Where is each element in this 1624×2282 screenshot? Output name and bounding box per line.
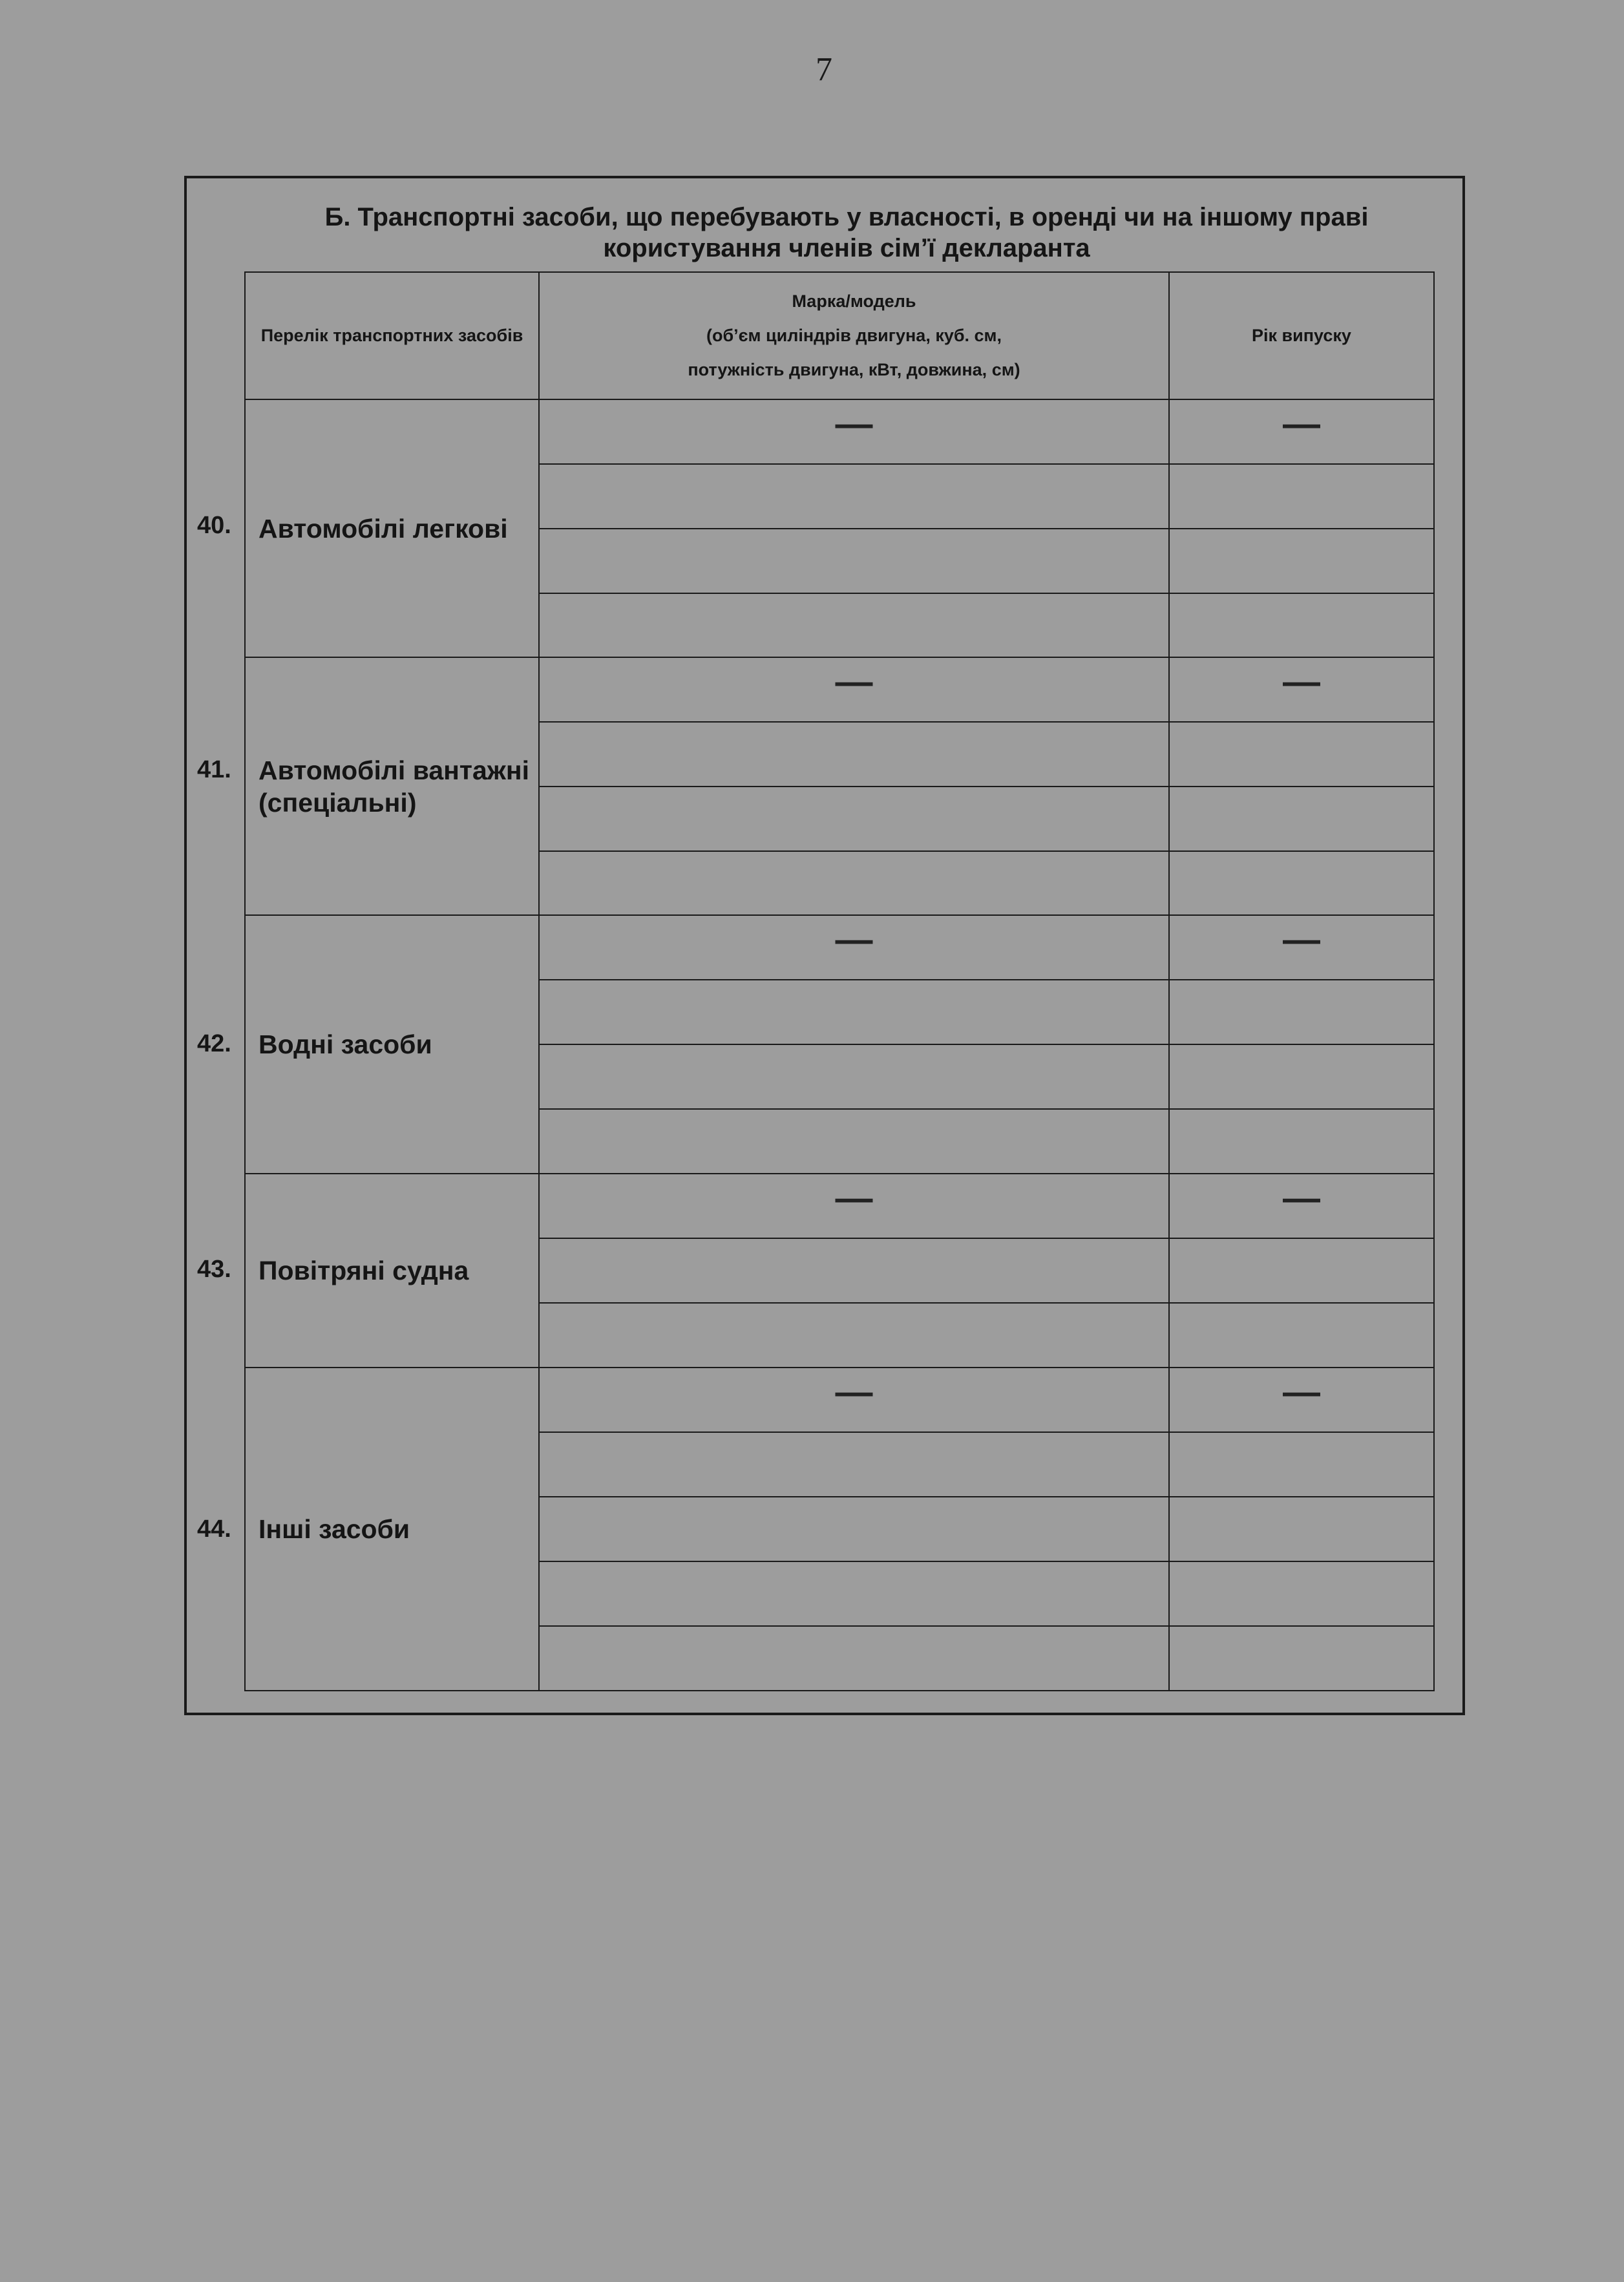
year-cell bbox=[1169, 1174, 1434, 1238]
year-dash: — bbox=[1283, 918, 1320, 961]
table-row bbox=[245, 915, 1434, 980]
table-row bbox=[245, 1368, 1434, 1432]
brand-cell bbox=[539, 1303, 1169, 1368]
year-cell bbox=[1169, 980, 1434, 1044]
category-other-vehicles: Інші засоби bbox=[245, 1368, 539, 1691]
header-brand-model bbox=[539, 272, 1169, 399]
category-trucks-line-2: (спеціальні) bbox=[258, 787, 417, 818]
year-cell bbox=[1169, 1432, 1434, 1497]
brand-dash: — bbox=[835, 660, 873, 703]
brand-cell bbox=[539, 593, 1169, 657]
year-cell bbox=[1169, 1238, 1434, 1303]
table-row bbox=[245, 1174, 1434, 1238]
category-aircraft: Повітряні судна bbox=[245, 1174, 539, 1368]
brand-cell bbox=[539, 399, 1169, 464]
brand-cell bbox=[539, 1174, 1169, 1238]
section-title-line-1: Б. Транспортні засоби, що перебувають у власності, в оренді чи на іншому праві bbox=[324, 203, 1369, 231]
vehicles-table bbox=[244, 271, 1435, 1691]
year-cell bbox=[1169, 399, 1434, 464]
brand-cell bbox=[539, 1561, 1169, 1626]
year-dash: — bbox=[1283, 1177, 1320, 1220]
year-cell bbox=[1169, 787, 1434, 851]
brand-cell bbox=[539, 787, 1169, 851]
category-passenger-cars: Автомобілі легкові bbox=[245, 399, 539, 657]
year-dash: — bbox=[1283, 1371, 1320, 1413]
brand-cell bbox=[539, 722, 1169, 787]
table-row bbox=[245, 657, 1434, 722]
year-cell bbox=[1169, 1561, 1434, 1626]
header-vehicle-list: Перелік транспортних засобів bbox=[245, 272, 539, 399]
brand-cell bbox=[539, 851, 1169, 915]
row-number-40: 40. bbox=[197, 512, 231, 539]
category-trucks-line-1: Автомобілі вантажні bbox=[258, 755, 530, 785]
year-cell bbox=[1169, 1497, 1434, 1561]
brand-cell bbox=[539, 1109, 1169, 1174]
year-cell bbox=[1169, 657, 1434, 722]
brand-cell bbox=[539, 1432, 1169, 1497]
table-row bbox=[245, 399, 1434, 464]
year-cell bbox=[1169, 464, 1434, 529]
year-cell bbox=[1169, 593, 1434, 657]
brand-dash: — bbox=[835, 918, 873, 961]
brand-cell bbox=[539, 1368, 1169, 1432]
row-number-41: 41. bbox=[197, 756, 231, 783]
brand-cell bbox=[539, 1497, 1169, 1561]
header-brand-line-1: Марка/модель bbox=[792, 291, 916, 311]
brand-cell bbox=[539, 915, 1169, 980]
year-cell bbox=[1169, 915, 1434, 980]
brand-cell bbox=[539, 1044, 1169, 1109]
header-year: Рік випуску bbox=[1169, 272, 1434, 399]
header-brand-line-2: (об’єм циліндрів двигуна, куб. см, bbox=[706, 326, 1002, 345]
row-number-42: 42. bbox=[197, 1030, 231, 1057]
year-cell bbox=[1169, 1303, 1434, 1368]
brand-cell bbox=[539, 980, 1169, 1044]
brand-cell bbox=[539, 1626, 1169, 1691]
year-cell bbox=[1169, 851, 1434, 915]
brand-dash: — bbox=[835, 1371, 873, 1413]
year-dash: — bbox=[1283, 660, 1320, 703]
brand-cell bbox=[539, 657, 1169, 722]
year-cell bbox=[1169, 1368, 1434, 1432]
row-number-43: 43. bbox=[197, 1256, 231, 1283]
table-header-row bbox=[245, 272, 1434, 399]
year-cell bbox=[1169, 722, 1434, 787]
brand-dash: — bbox=[835, 403, 873, 445]
category-water-vehicles: Водні засоби bbox=[245, 915, 539, 1174]
brand-cell bbox=[539, 1238, 1169, 1303]
year-dash: — bbox=[1283, 403, 1320, 445]
brand-cell bbox=[539, 529, 1169, 593]
brand-dash: — bbox=[835, 1177, 873, 1220]
year-cell bbox=[1169, 1109, 1434, 1174]
category-trucks bbox=[245, 657, 539, 915]
year-cell bbox=[1169, 1626, 1434, 1691]
page-number: 7 bbox=[816, 51, 832, 88]
row-number-44: 44. bbox=[197, 1516, 231, 1543]
header-brand-line-3: потужність двигуна, кВт, довжина, см) bbox=[688, 360, 1020, 379]
section-title-line-2: користування членів сім’ї декларанта bbox=[603, 234, 1090, 262]
year-cell bbox=[1169, 529, 1434, 593]
brand-cell bbox=[539, 464, 1169, 529]
section-title bbox=[249, 202, 1444, 264]
year-cell bbox=[1169, 1044, 1434, 1109]
